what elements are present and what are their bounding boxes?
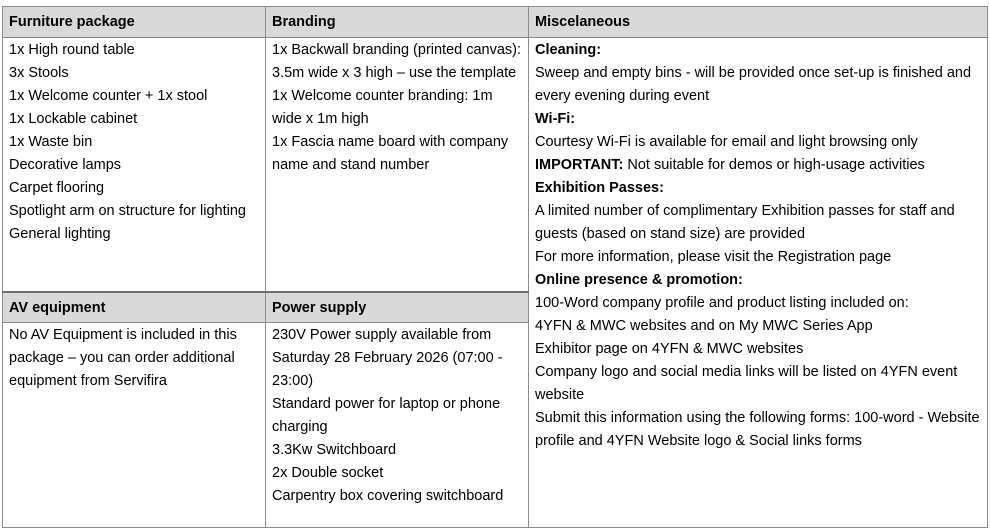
miscellaneous-content (528, 37, 988, 528)
list-item: 1x Welcome counter branding: 1m wide x 1m high (272, 88, 493, 127)
row-divider (2, 291, 529, 293)
list-item: 1x Fascia name board with company name and stand number (272, 134, 509, 173)
list-item: 4YFN & MWC websites and on My MWC Series App (535, 318, 873, 334)
furniture-package-list (2, 37, 266, 292)
av-equipment-header-label: AV equipment (9, 300, 106, 316)
list-item: 1x Backwall branding (printed canvas): 3.5m wide x 3 high – use the template (272, 42, 522, 81)
wifi-title: Wi-Fi: (535, 111, 576, 127)
list-item: 1x High round table (9, 42, 135, 58)
miscellaneous-header-label: Miscelaneous (535, 14, 631, 30)
list-item: Exhibitor page on 4YFN & MWC websites (535, 341, 804, 357)
important-text: Not suitable for demos or high-usage activities (623, 157, 925, 173)
list-item: 3.3Kw Switchboard (272, 442, 397, 458)
list-item: 3x Stools (9, 65, 69, 81)
important-note (535, 154, 983, 177)
branding-header-label: Branding (272, 14, 336, 30)
table-bottom-border (2, 527, 988, 528)
list-item: Carpentry box covering switchboard (272, 488, 504, 504)
list-item: Spotlight arm on structure for lighting (9, 203, 246, 219)
branding-header (265, 6, 529, 38)
av-equipment-header (2, 292, 266, 323)
av-equipment-content (2, 322, 266, 528)
wifi-text: Courtesy Wi-Fi is available for email and light browsing only (535, 134, 918, 150)
miscellaneous-header (528, 6, 988, 38)
list-item: 1x Waste bin (9, 134, 93, 150)
power-supply-header (265, 292, 529, 323)
furniture-package-header-label: Furniture package (9, 14, 135, 30)
branding-list (265, 37, 529, 292)
important-label: IMPORTANT: (535, 157, 624, 173)
list-item: General lighting (9, 226, 111, 242)
list-item: Decorative lamps (9, 157, 122, 173)
list-item: Company logo and social media links will be listed on 4YFN event website (535, 364, 958, 403)
av-equipment-text: No AV Equipment is included in this package – you can order additional equipment from Servifira (9, 327, 237, 389)
list-item: Standard power for laptop or phone charging (272, 396, 501, 435)
list-item: 2x Double socket (272, 465, 384, 481)
list-item: 1x Welcome counter + 1x stool (9, 88, 208, 104)
exhibition-passes-title: Exhibition Passes: (535, 180, 664, 196)
exhibition-passes-more: For more information, please visit the Registration page (535, 249, 892, 265)
power-supply-list (265, 322, 529, 528)
list-item: Carpet flooring (9, 180, 105, 196)
furniture-package-header (2, 6, 266, 38)
list-item: 100-Word company profile and product listing included on: (535, 295, 909, 311)
list-item: 230V Power supply available from Saturday 28 February 2026 (07:00 - 23:00) (272, 327, 503, 389)
cleaning-title: Cleaning: (535, 42, 602, 58)
cleaning-text: Sweep and empty bins - will be provided once set-up is finished and every evening during event (535, 65, 972, 104)
list-item: Submit this information using the following forms: 100-word - Website profile and 4YFN Website logo & Social links forms (535, 410, 980, 449)
list-item: 1x Lockable cabinet (9, 111, 138, 127)
online-presence-title: Online presence & promotion: (535, 272, 743, 288)
power-supply-header-label: Power supply (272, 300, 367, 316)
exhibition-passes-text: A limited number of complimentary Exhibition passes for staff and guests (based on stand size) are provided (535, 203, 955, 242)
